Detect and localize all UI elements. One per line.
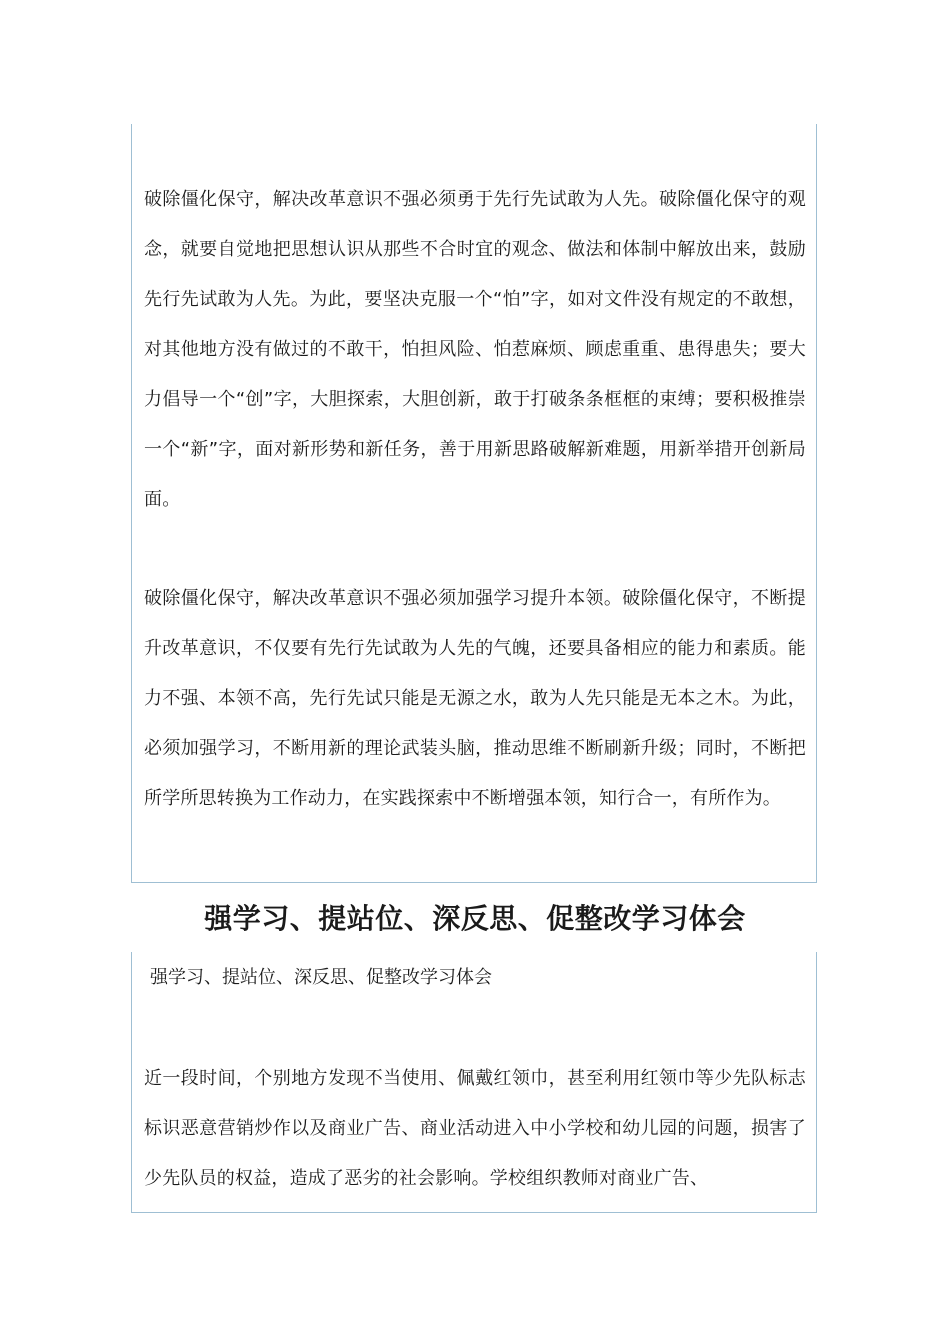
paragraph: 近一段时间，个别地方发现不当使用、佩戴红领巾，甚至利用红领巾等少先队标志标识恶意营销炒作以及商业广告、商业活动进入中小学校和幼儿园的问题，损害了少先队员的权益，造成了恶劣的社会影响。学校组织教师对商业广告、 [144,1068,806,1189]
paragraph: 破除僵化保守，解决改革意识不强必须加强学习提升本领。破除僵化保守，不断提升改革意识，不仅要有先行先试敢为人先的气魄，还要具备相应的能力和素质。能力不强、本领不高，先行先试只能是无源之水，敢为人先只能是无本之木。为此，必须加强学习，不断用新的理论武装头脑，推动思维不断刷新升级；同时，不断把所学所思转换为工作动力，在实践探索中不断增强本领，知行合一，有所作为。 [144,588,806,809]
section-title: 强学习、提站位、深反思、促整改学习体会 [204,902,746,935]
paragraph: 破除僵化保守，解决改革意识不强必须勇于先行先试敢为人先。破除僵化保守的观念，就要自觉地把思想认识从那些不合时宜的观念、做法和体制中解放出来，鼓励先行先试敢为人先。为此，要坚决克服一个“怕”字，如对文件没有规定的不敢想，对其他地方没有做过的不敢干，怕担风险、怕惹麻烦、顾虑重重、患得患失；要大力倡导一个“创”字，大胆探索，大胆创新，敢于打破条条框框的束缚；要积极推崇一个“新”字，面对新形势和新任务，善于用新思路破解新难题，用新举措开创新局面。 [144,189,806,510]
section-subtitle: 强学习、提站位、深反思、促整改学习体会 [150,967,492,988]
